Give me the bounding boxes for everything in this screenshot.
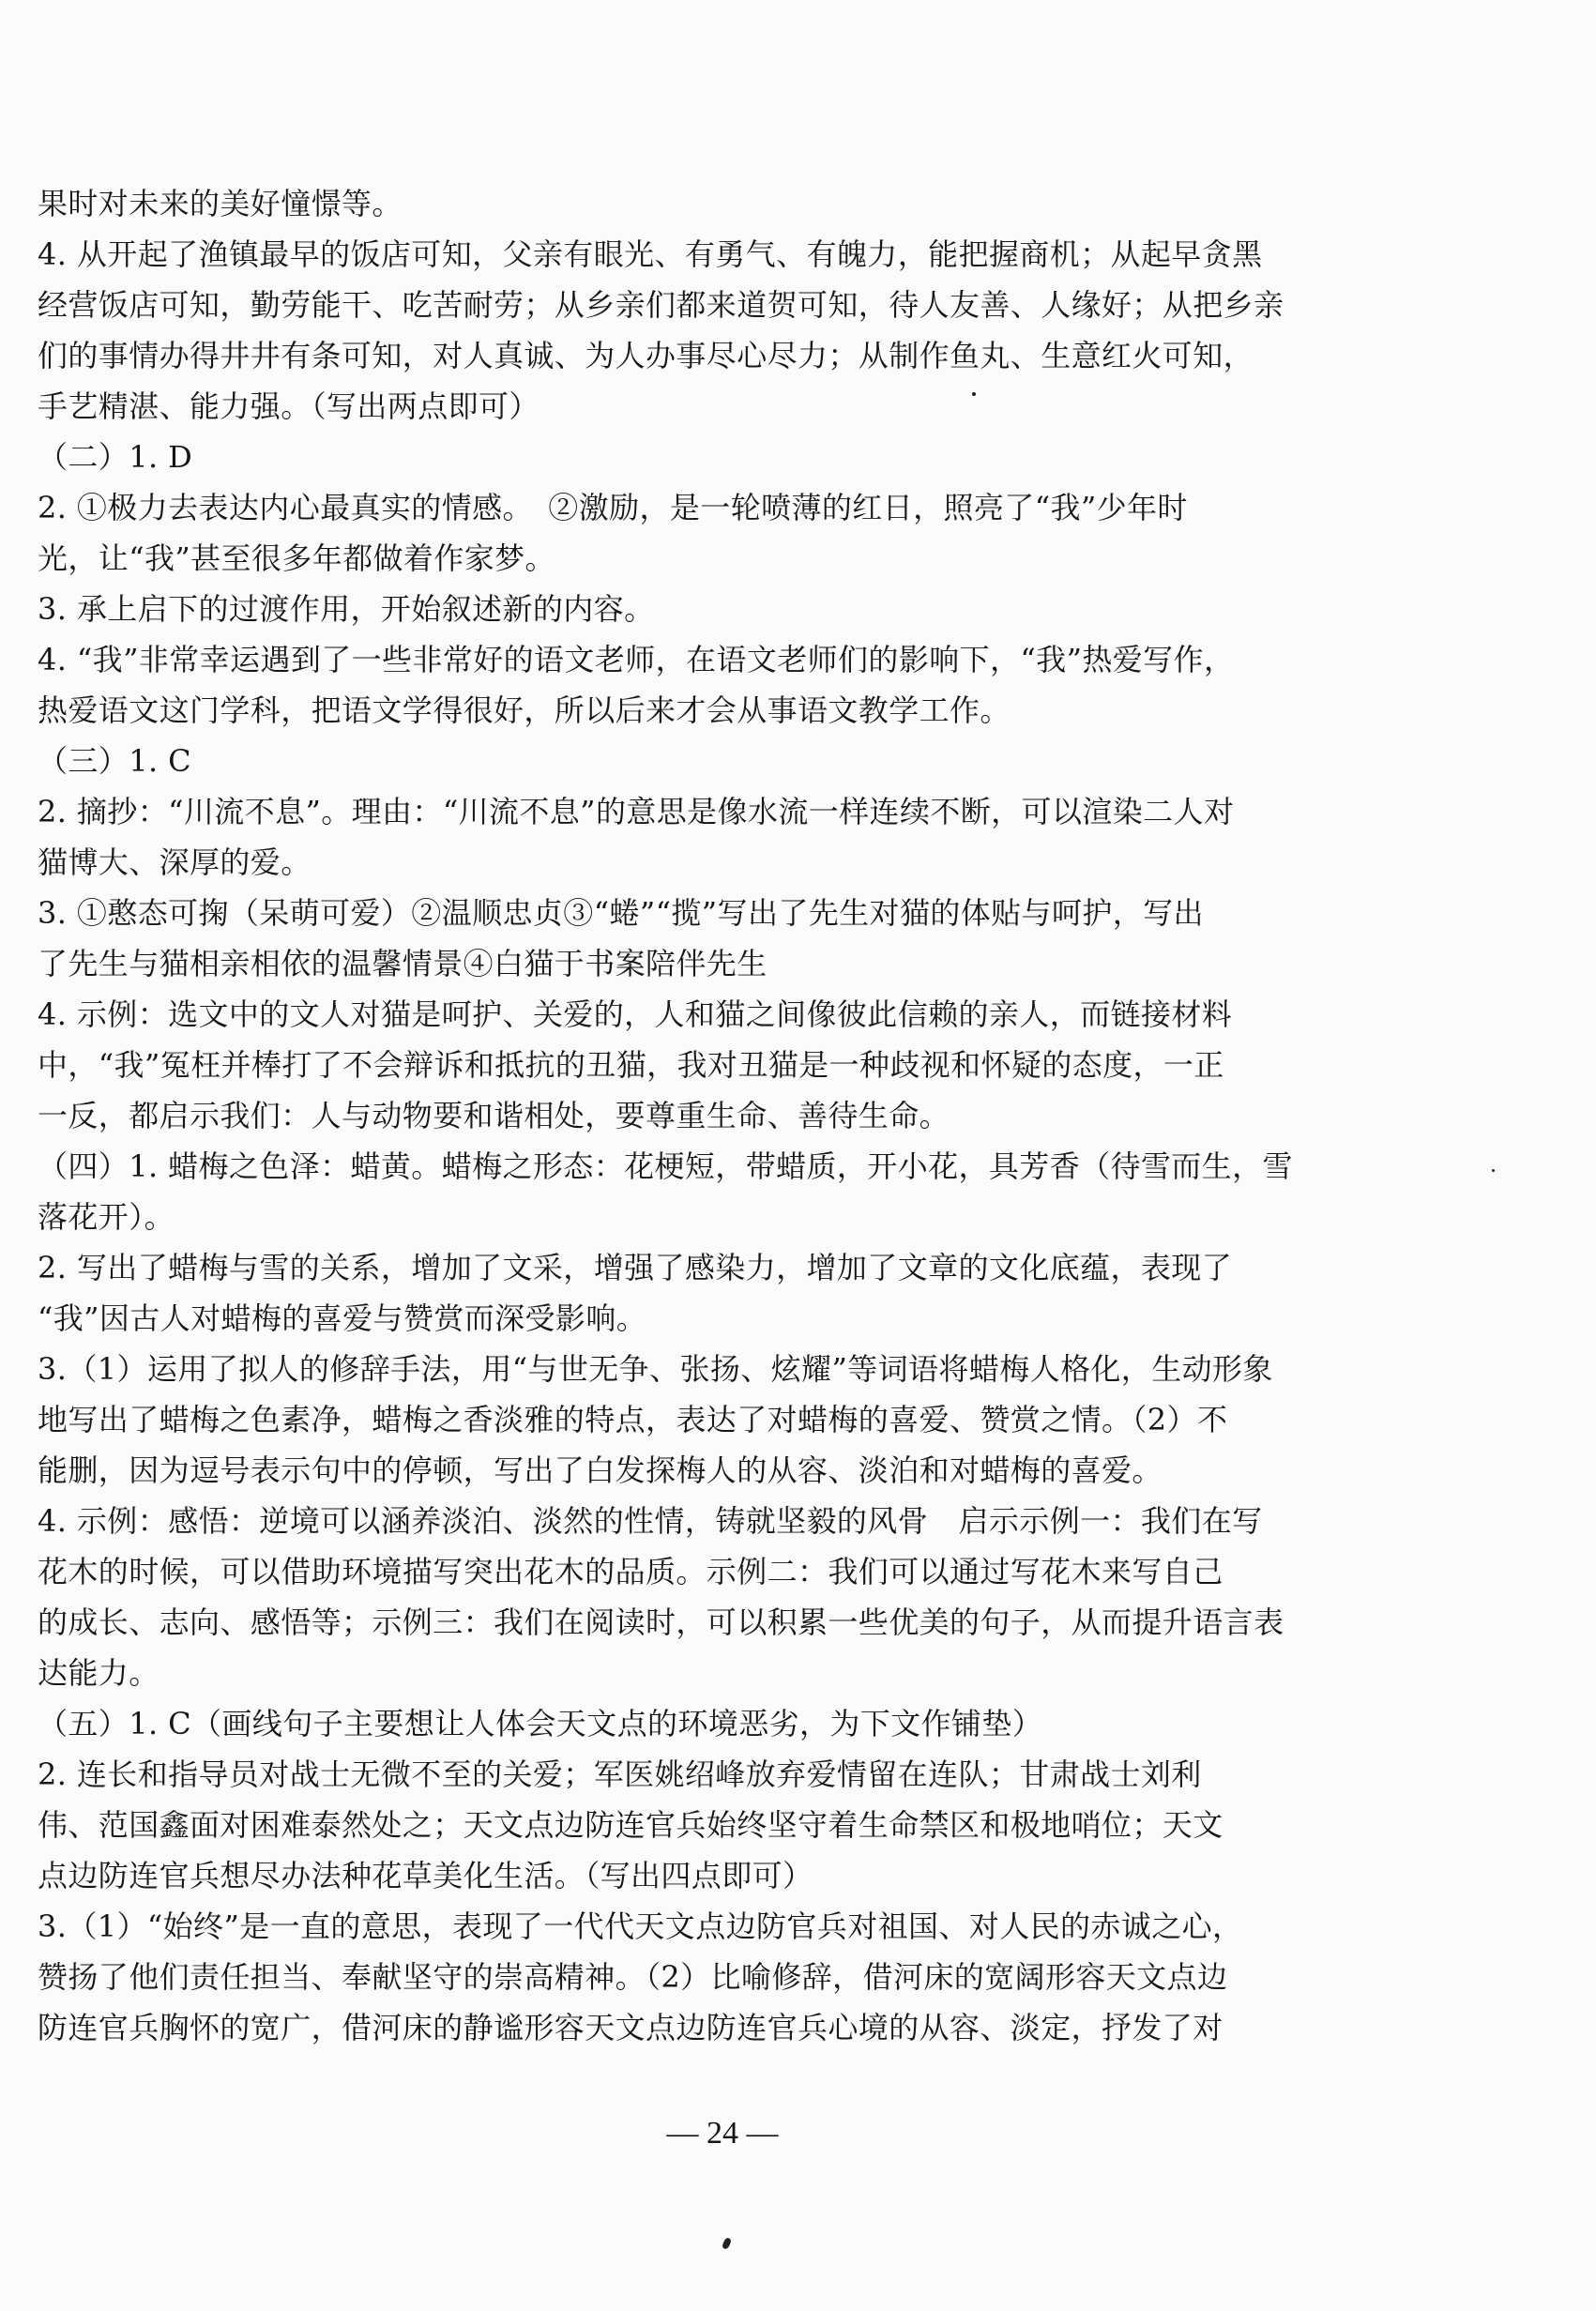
text-line: 能删，因为逗号表示句中的停顿，写出了白发探梅人的从容、淡泊和对蜡梅的喜爱。 [38, 1452, 1163, 1488]
text-line: 经营饭店可知，勤劳能干、吃苦耐劳；从乡亲们都来道贺可知，待人友善、人缘好；从把乡亲 [38, 287, 1284, 323]
text-line: （二）1. D [38, 439, 193, 475]
text-line: “我”因古人对蜡梅的喜爱与赞赏而深受影响。 [38, 1300, 647, 1336]
text-line: 中，“我”冤枉并棒打了不会辩诉和抵抗的丑猫，我对丑猫是一种歧视和怀疑的态度，一正 [38, 1047, 1224, 1083]
text-line: （四）1. 蜡梅之色泽：蜡黄。蜡梅之形态：花梗短，带蜡质，开小花，具芳香（待雪而生，雪 [38, 1148, 1293, 1184]
text-line: 达能力。 [38, 1655, 160, 1691]
text-line: 4. 示例：选文中的文人对猫是呵护、关爱的，人和猫之间像彼此信赖的亲人，而链接材料 [38, 996, 1233, 1032]
text-line: 4. 从开起了渔镇最早的饭店可知，父亲有眼光、有勇气、有魄力，能把握商机；从起早贪黑 [38, 236, 1263, 272]
text-line: 了先生与猫相亲相依的温馨情景④白猫于书案陪伴先生 [38, 946, 768, 981]
text-line: 手艺精湛、能力强。（写出两点即可） [38, 388, 540, 424]
text-line: 2. ①极力去表达内心最真实的情感。 ②激励，是一轮喷薄的红日，照亮了“我”少年时 [38, 490, 1188, 525]
text-line: 4. 示例：感悟：逆境可以涵养淡泊、淡然的性情，铸就坚毅的风骨 启示示例一：我们在写 [38, 1503, 1263, 1539]
text-line: 点边防连官兵想尽办法种花草美化生活。（写出四点即可） [38, 1858, 813, 1893]
text-line: 光，让“我”甚至很多年都做着作家梦。 [38, 540, 555, 576]
text-line: 果时对未来的美好憧憬等。 [38, 186, 403, 221]
text-line: 赞扬了他们责任担当、奉献坚守的崇高精神。（2）比喻修辞，借河床的宽阔形容天文点边 [38, 1959, 1228, 1995]
text-line: 的成长、志向、感悟等；示例三：我们在阅读时，可以积累一些优美的句子，从而提升语言表 [38, 1604, 1284, 1640]
text-line: 一反，都启示我们：人与动物要和谐相处，要尊重生命、善待生命。 [38, 1098, 950, 1133]
text-line: 地写出了蜡梅之色素净，蜡梅之香淡雅的特点，表达了对蜡梅的喜爱、赞赏之情。（2）不 [38, 1402, 1228, 1437]
text-line: 防连官兵胸怀的宽广，借河床的静谧形容天文点边防连官兵心境的从容、淡定，抒发了对 [38, 2010, 1224, 2045]
text-line: 伟、范国鑫面对困难泰然处之；天文点边防连官兵始终坚守着生命禁区和极地哨位；天文 [38, 1807, 1224, 1843]
answer-text-body [38, 178, 1370, 2053]
text-line: 2. 摘抄：“川流不息”。理由：“川流不息”的意思是像水流一样连续不断，可以渲染二人对 [38, 794, 1235, 829]
text-line: 落花开）。 [38, 1199, 175, 1235]
text-line: 们的事情办得井井有条可知，对人真诚、为人办事尽心尽力；从制作鱼丸、生意红火可知， [38, 338, 1254, 373]
text-line: （五）1. C（画线句子主要想让人体会天文点的环境恶劣，为下文作铺垫） [38, 1706, 1043, 1741]
text-line: 3.（1）“始终”是一直的意思，表现了一代代天文点边防官兵对祖国、对人民的赤诚之心， [38, 1908, 1243, 1944]
text-line: 花木的时候，可以借助环境描写突出花木的品质。示例二：我们可以通过写花木来写自己 [38, 1554, 1224, 1589]
text-line: 热爱语文这门学科，把语文学得很好，所以后来才会从事语文教学工作。 [38, 692, 1011, 728]
text-line: 3. ①憨态可掬（呆萌可爱）②温顺忠贞③“蜷”“揽”写出了先生对猫的体贴与呵护，写出 [38, 895, 1204, 931]
text-line: 3. 承上启下的过渡作用，开始叙述新的内容。 [38, 591, 655, 627]
text-line: 2. 写出了蜡梅与雪的关系，增加了文采，增强了感染力，增加了文章的文化底蕴，表现了 [38, 1250, 1233, 1285]
page-number: — 24 — [666, 2116, 779, 2151]
scan-speck [972, 392, 976, 396]
text-line: 猫博大、深厚的爱。 [38, 844, 312, 880]
scan-speck [1492, 1169, 1495, 1172]
text-line: 3.（1）运用了拟人的修辞手法，用“与世无争、张扬、炫耀”等词语将蜡梅人格化，生动形象 [38, 1351, 1273, 1387]
text-line: 4. “我”非常幸运遇到了一些非常好的语文老师，在语文老师们的影响下，“我”热爱写作， [38, 642, 1235, 677]
text-line: （三）1. C [38, 743, 191, 779]
scan-speck [722, 2237, 732, 2250]
text-line: 2. 连长和指导员对战士无微不至的关爱；军医姚绍峰放弃爱情留在连队；甘肃战士刘利 [38, 1756, 1202, 1792]
